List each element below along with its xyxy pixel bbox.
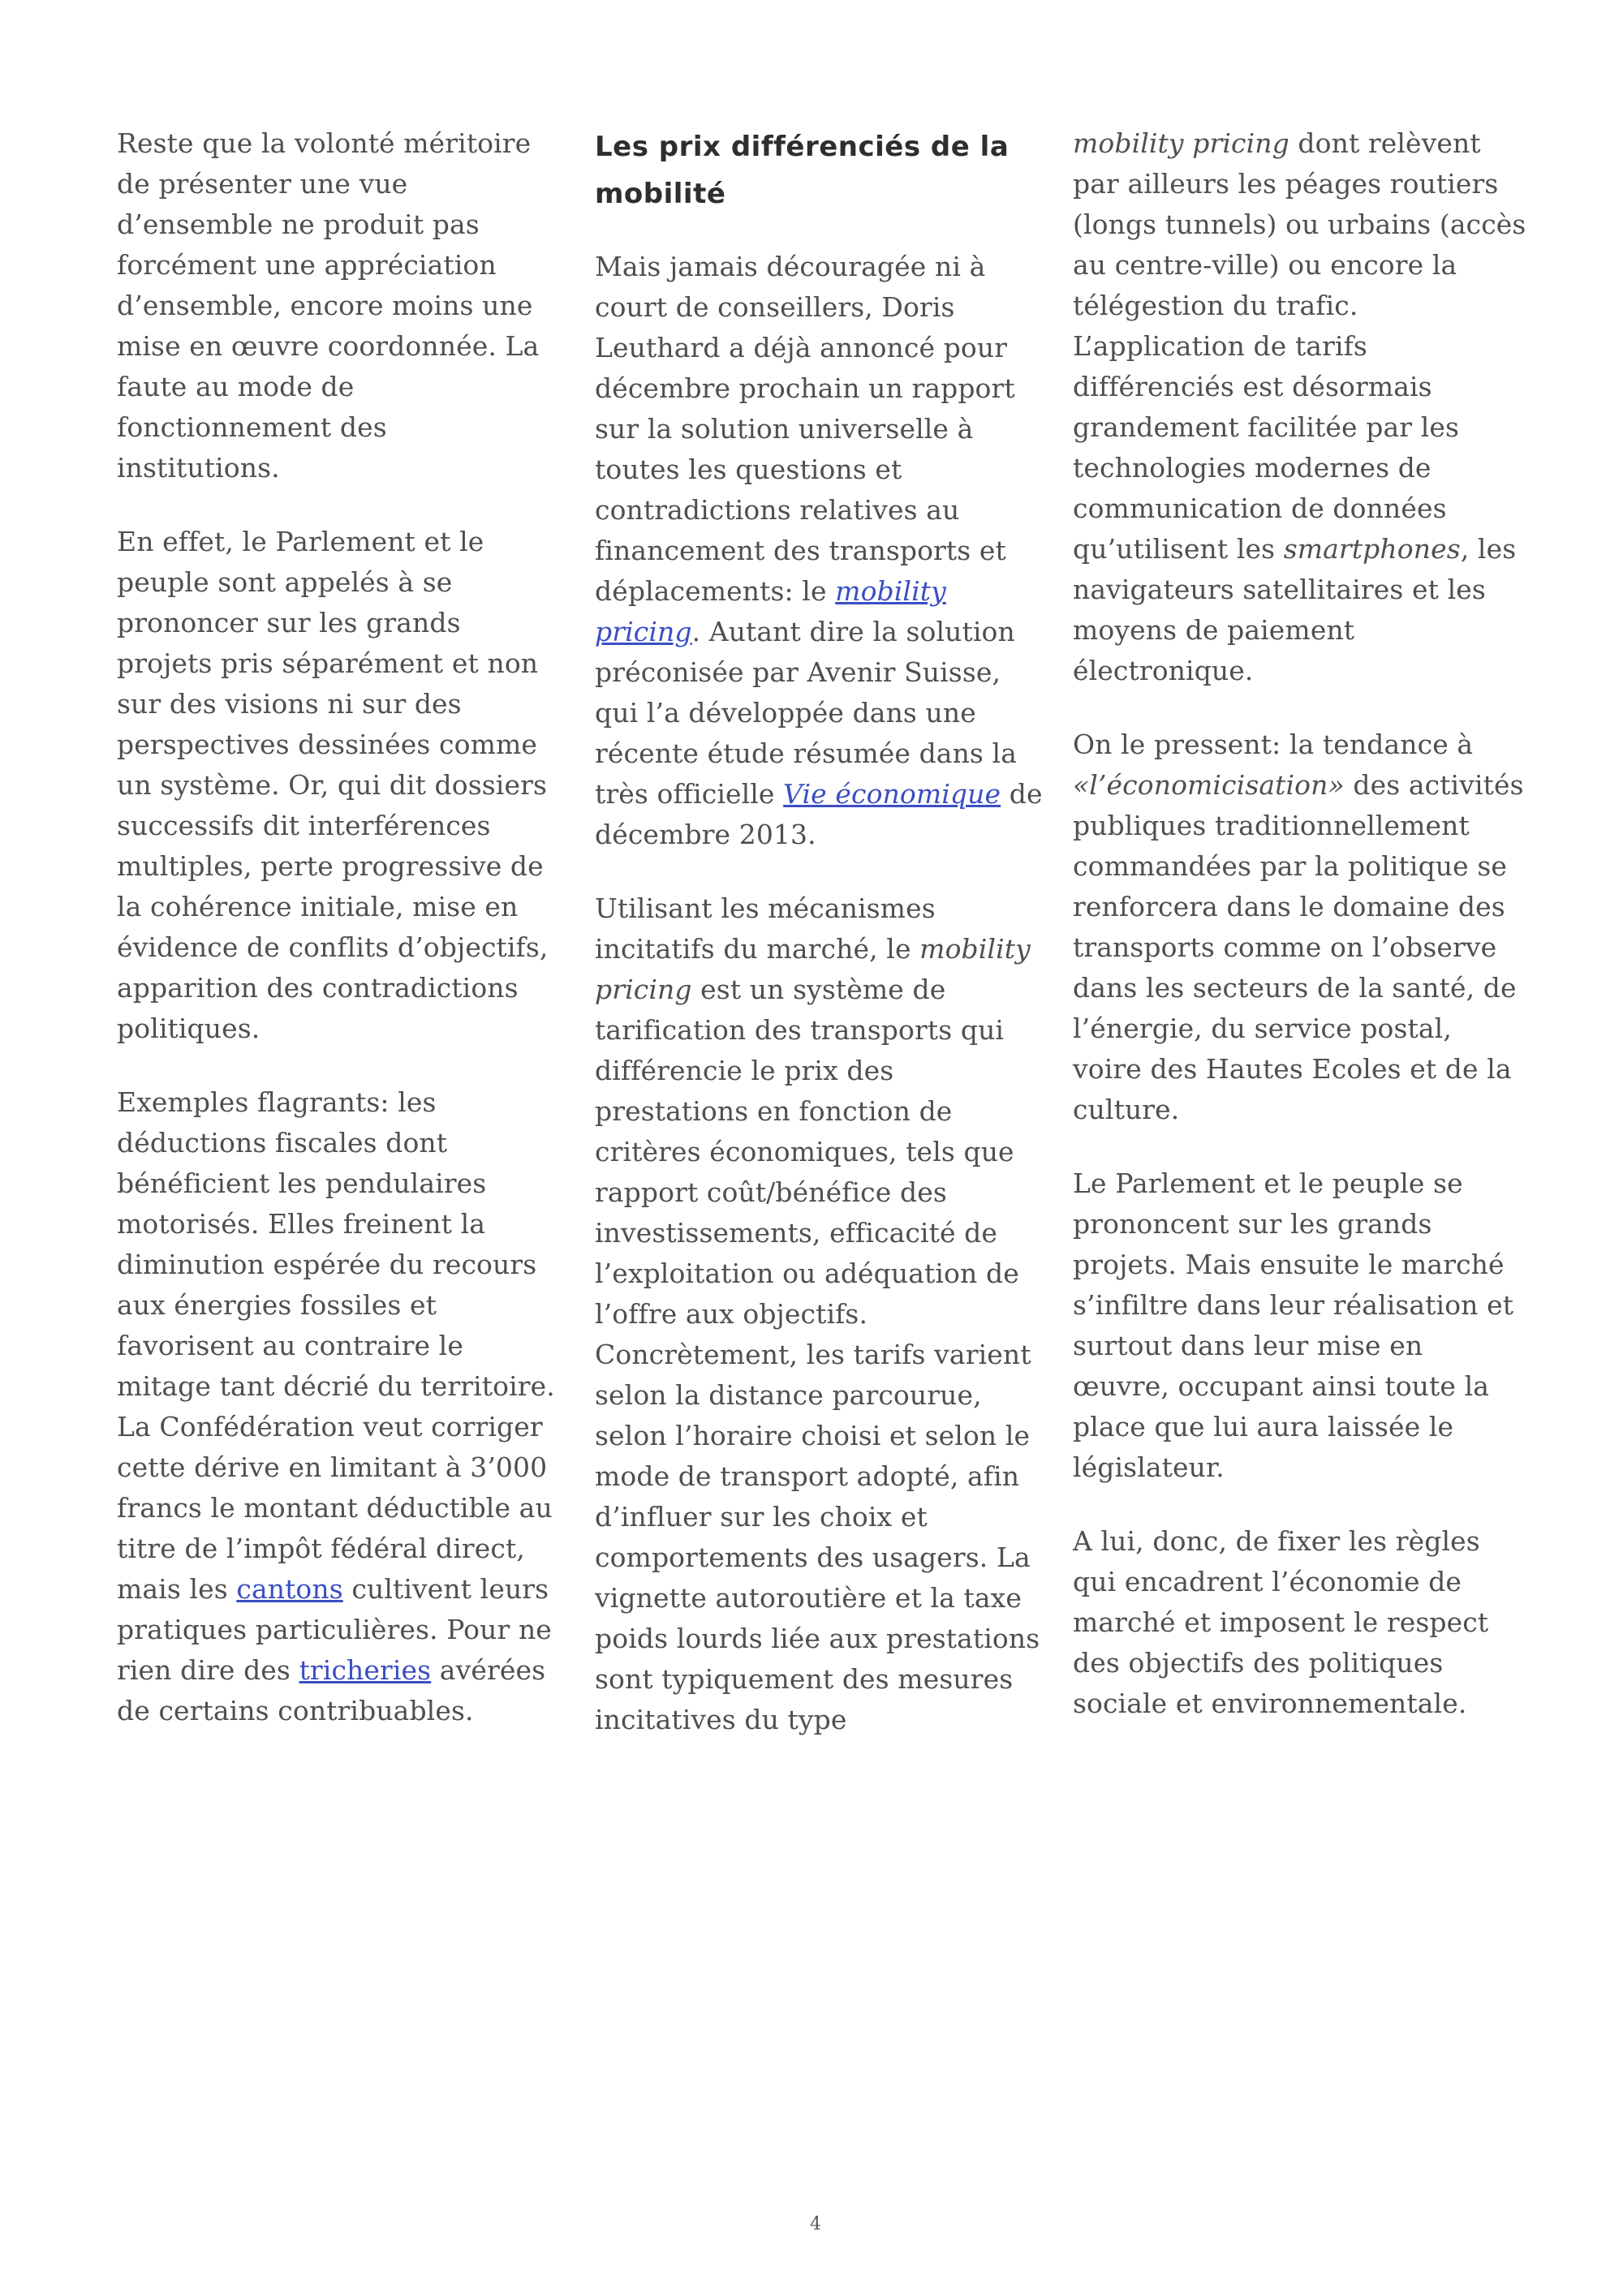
paragraph-text: avérées de certains contribuables.	[117, 1654, 546, 1726]
paragraph	[117, 123, 555, 488]
paragraph-text: . Autant dire la solution préconisée par Avenir Suisse, qui l’a développée dans une récente étude résumée dans la très officielle	[595, 616, 1017, 810]
text-column-middle	[595, 123, 1045, 1774]
paragraph-text: est un système de tarification des transports qui différencie le prix des prestations en fonction de critères économiques, tels que rapport coût/bénéfice des investissements, efficacité de l’exploitation ou adéquation de l’offre aux objectifs. Concrètement, les tarifs varient selon la distance parcourue, selon l’horaire choisi et selon le mode de transport adopté, afin d’influer sur les choix et comportements des usagers. La vignette autoroutière et la taxe poids lourds liée aux prestations sont typiquement des mesures incitatives du type	[595, 974, 1040, 1735]
paragraph-text: , les navigateurs satellitaires et les moyens de paiement électronique.	[1073, 533, 1517, 686]
paragraph-text: cultivent leurs pratiques particulières. Pour ne rien dire des	[117, 1573, 552, 1686]
text-column-right	[1073, 123, 1527, 1757]
paragraph	[1073, 1163, 1527, 1488]
page-number: 4	[810, 2214, 821, 2234]
link-text: mobility pricing	[595, 575, 946, 647]
section-heading: Les prix différenciés de la mobilité	[595, 131, 1010, 210]
link-tricheries[interactable]: tricheries	[299, 1654, 432, 1686]
paragraph	[595, 888, 1045, 1740]
emphasis-text: mobility pricing	[595, 933, 1031, 1005]
emphasis-text: smartphones	[1283, 533, 1461, 565]
emphasis-text: «l’économicisation»	[1073, 769, 1345, 801]
paragraph	[595, 247, 1045, 855]
paragraph-text: de décembre 2013.	[595, 778, 1043, 850]
paragraph	[1073, 1521, 1527, 1724]
paragraph-text: Reste que la volonté méritoire de présenter une vue d’ensemble ne produit pas forcément une appréciation d’ensemble, encore moins une mise en œuvre coordonnée. La faute au mode de fonctionnement des institutions.	[117, 127, 540, 484]
link-vie-economique[interactable]	[783, 778, 1001, 810]
paragraph-text: Utilisant les mécanismes incitatifs du marché, le	[595, 892, 936, 965]
text-column-left	[117, 123, 555, 1765]
paragraph	[1073, 724, 1527, 1130]
paragraph-text: des activités publiques traditionnellement commandées par la politique se renforcera dans le domaine des transports comme on l’observe dans les secteurs de la santé, de l’énergie, du service postal, voire des Hautes Ecoles et de la culture.	[1073, 769, 1524, 1125]
paragraph-text: Le Parlement et le peuple se prononcent sur les grands projets. Mais ensuite le marché s’infiltre dans leur réalisation et surtout dans leur mise en œuvre, occupant ainsi toute la place que lui aura laissée le législateur.	[1073, 1167, 1514, 1483]
link-text: Vie économique	[783, 778, 1001, 810]
emphasis-text: mobility pricing	[1073, 127, 1289, 159]
paragraph-text: Exemples flagrants: les déductions fiscales dont bénéficient les pendulaires motorisés. Elles freinent la diminution espérée du recours aux énergies fossiles et favorisent au contraire le mitage tant décrié du territoire. La Confédération veut corriger cette dérive en limitant à 3’000 francs le montant déductible au titre de l’impôt fédéral direct, mais les	[117, 1086, 555, 1605]
paragraph	[117, 522, 555, 1049]
paragraph-text: Mais jamais découragée ni à court de conseillers, Doris Leuthard a déjà annoncé pour décembre prochain un rapport sur la solution universelle à toutes les questions et contradictions relatives au financement des transports et déplacements: le	[595, 251, 1015, 607]
paragraph-text: dont relèvent par ailleurs les péages routiers (longs tunnels) ou urbains (accès au centre-ville) ou encore la télégestion du trafic. L’application de tarifs différenciés est désormais grandement facilitée par les technologies modernes de communication de données qu’utilisent les	[1073, 127, 1526, 565]
paragraph	[1073, 123, 1527, 691]
link-cantons[interactable]: cantons	[236, 1573, 343, 1605]
paragraph	[117, 1082, 555, 1731]
paragraph-text: On le pressent: la tendance à	[1073, 729, 1474, 760]
paragraph-text: A lui, donc, de fixer les règles qui encadrent l’économie de marché et imposent le respect des objectifs des politiques sociale et environnementale.	[1073, 1525, 1489, 1719]
paragraph-text: En effet, le Parlement et le peuple sont appelés à se prononcer sur les grands projets pris séparément et non sur des visions ni sur des perspectives dessinées comme un système. Or, qui dit dossiers successifs dit interférences multiples, perte progressive de la cohérence initiale, mise en évidence de conflits d’objectifs, apparition des contradictions politiques.	[117, 526, 549, 1044]
